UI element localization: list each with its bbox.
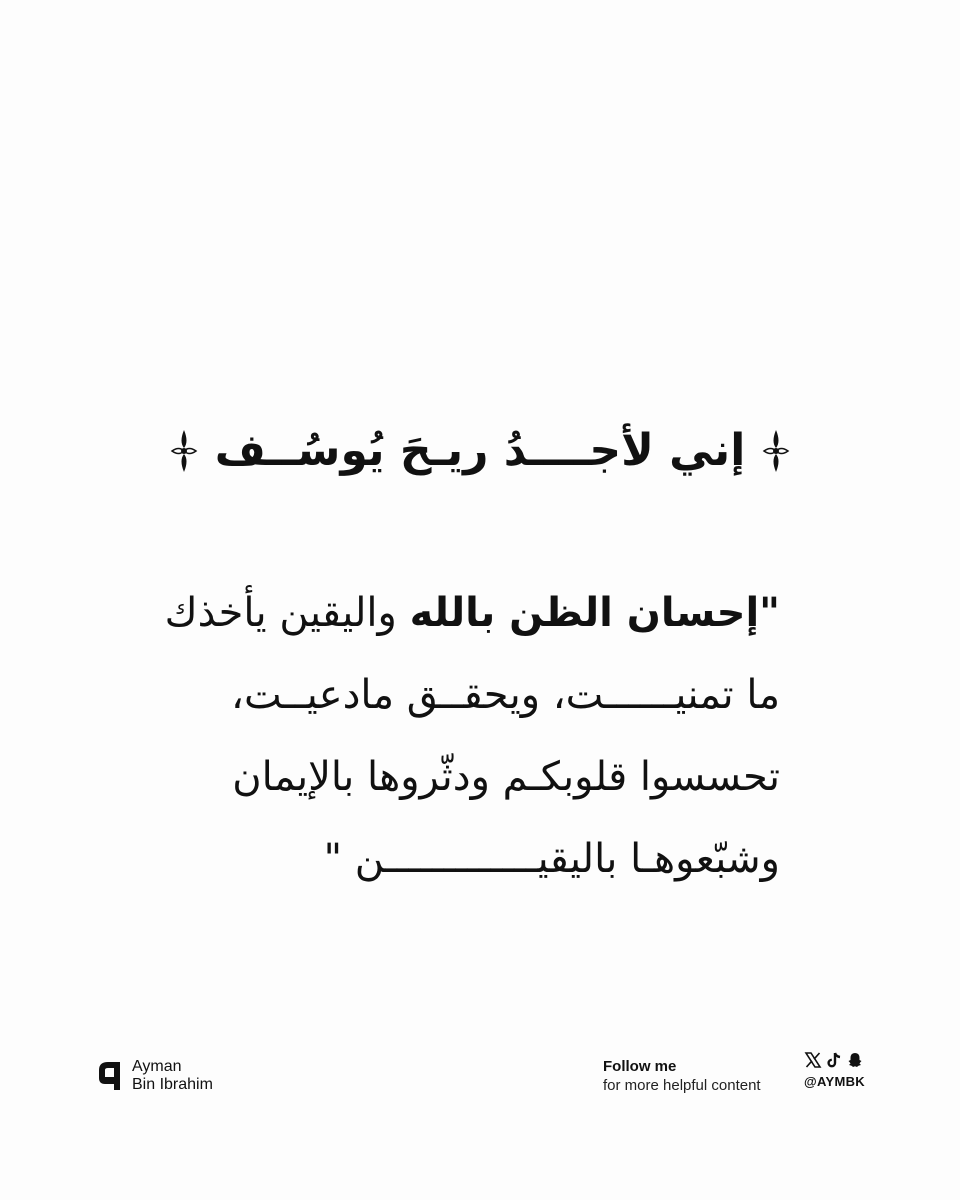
ornament-icon — [759, 428, 793, 474]
ornament-icon — [167, 428, 201, 474]
quote-line-4: وشبّعوهـا باليقيـــــــــــــن " — [323, 836, 780, 882]
page-title: إني لأجــــدُ ريـحَ يُوسُــف — [214, 425, 746, 476]
brand-logo-icon — [96, 1060, 124, 1092]
x-icon[interactable] — [804, 1051, 822, 1069]
brand-name — [132, 1058, 213, 1094]
quote-line-1-rest: واليقين يأخذك — [164, 590, 410, 636]
brand-name-line1: Ayman — [132, 1058, 182, 1075]
quote-line-1 — [164, 572, 780, 654]
title-row — [0, 420, 960, 482]
follow-cta — [603, 1057, 761, 1095]
tiktok-icon[interactable] — [825, 1051, 843, 1069]
social-icons — [804, 1050, 865, 1070]
follow-title: Follow me — [603, 1058, 677, 1075]
follow-subtitle: for more helpful content — [603, 1077, 761, 1094]
brand — [96, 1058, 213, 1094]
quote-line-2: ما تمنيــــــت، ويحقــق مادعيــت، — [231, 672, 780, 718]
quote-line-1-bold: "إحسان الظن بالله — [409, 590, 780, 636]
social-links — [804, 1050, 865, 1089]
brand-name-line2: Bin Ibrahim — [132, 1076, 213, 1093]
social-handle[interactable]: @AYMBK — [804, 1074, 865, 1089]
quote-line-3: تحسسوا قلوبكـم ودثّروها بالإيمان — [232, 754, 780, 800]
quote-block — [164, 572, 780, 900]
snapchat-icon[interactable] — [846, 1051, 864, 1069]
